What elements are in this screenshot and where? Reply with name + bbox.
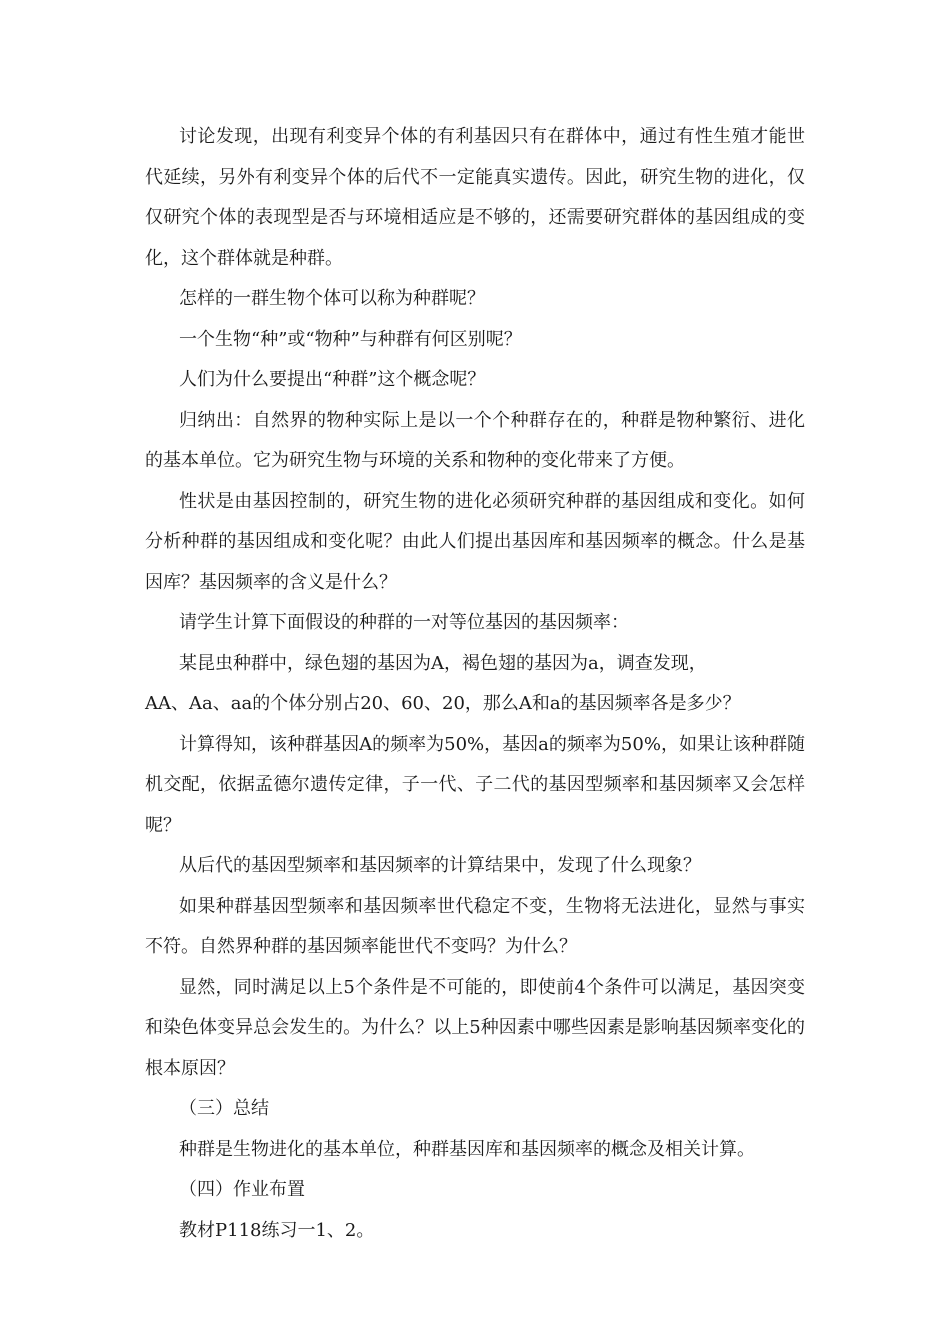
paragraph-homework: 教材P118练习一1、2。	[179, 1219, 375, 1241]
paragraph-gene-pool: 性状是由基因控制的，研究生物的进化必须研究种群的基因组成和变化。如何分析种群的基因组成和变化呢？由此人们提出基因库和基因频率的概念。什么是基因库？基因频率的含义是什么？	[145, 490, 805, 593]
paragraph-phenomenon: 从后代的基因型频率和基因频率的计算结果中，发现了什么现象？	[179, 855, 701, 876]
paragraph-stability: 如果种群基因型频率和基因频率世代稳定不变，生物将无法进化，显然与事实不符。自然界种群的基因频率能世代不变吗？为什么？	[145, 895, 805, 957]
section-heading-summary: （三）总结	[179, 1098, 269, 1119]
paragraph-conditions: 显然，同时满足以上5个条件是不可能的，即使前4个条件可以满足，基因突变和染色体变异总会发生的。为什么？以上5种因素中哪些因素是影响基因频率变化的根本原因？	[145, 976, 805, 1079]
paragraph-question-concept: 人们为什么要提出“种群”这个概念呢？	[179, 369, 486, 390]
paragraph-exercise-intro: 请学生计算下面假设的种群的一对等位基因的基因频率：	[179, 612, 629, 633]
paragraph-question-population: 怎样的一群生物个体可以称为种群呢？	[179, 288, 485, 309]
paragraph-insect-question: AA、Aa、aa的个体分别占20、60、20，那么A和a的基因频率各是多少？	[145, 693, 741, 714]
section-heading-homework: （四）作业布置	[179, 1179, 305, 1200]
document-body	[145, 117, 805, 1251]
paragraph-discussion: 讨论发现，出现有利变异个体的有利基因只有在群体中，通过有性生殖才能世代延续，另外有利变异个体的后代不一定能真实遗传。因此，研究生物的进化，仅仅研究个体的表现型是否与环境相适应是不够的，还需要研究群体的基因组成的变化，这个群体就是种群。	[145, 126, 805, 269]
paragraph-summary: 种群是生物进化的基本单位，种群基因库和基因频率的概念及相关计算。	[179, 1138, 755, 1160]
paragraph-conclusion: 归纳出：自然界的物种实际上是以一个个种群存在的，种群是物种繁衍、进化的基本单位。它为研究生物与环境的关系和物种的变化带来了方便。	[145, 409, 805, 471]
paragraph-insect-example: 某昆虫种群中，绿色翅的基因为A，褐色翅的基因为a，调查发现，	[179, 652, 707, 674]
paragraph-question-species: 一个生物“种”或“物种”与种群有何区别呢？	[179, 328, 522, 350]
paragraph-calculation: 计算得知，该种群基因A的频率为50%，基因a的频率为50%，如果让该种群随机交配，依据孟德尔遗传定律，子一代、子二代的基因型频率和基因频率又会怎样呢？	[145, 733, 805, 836]
